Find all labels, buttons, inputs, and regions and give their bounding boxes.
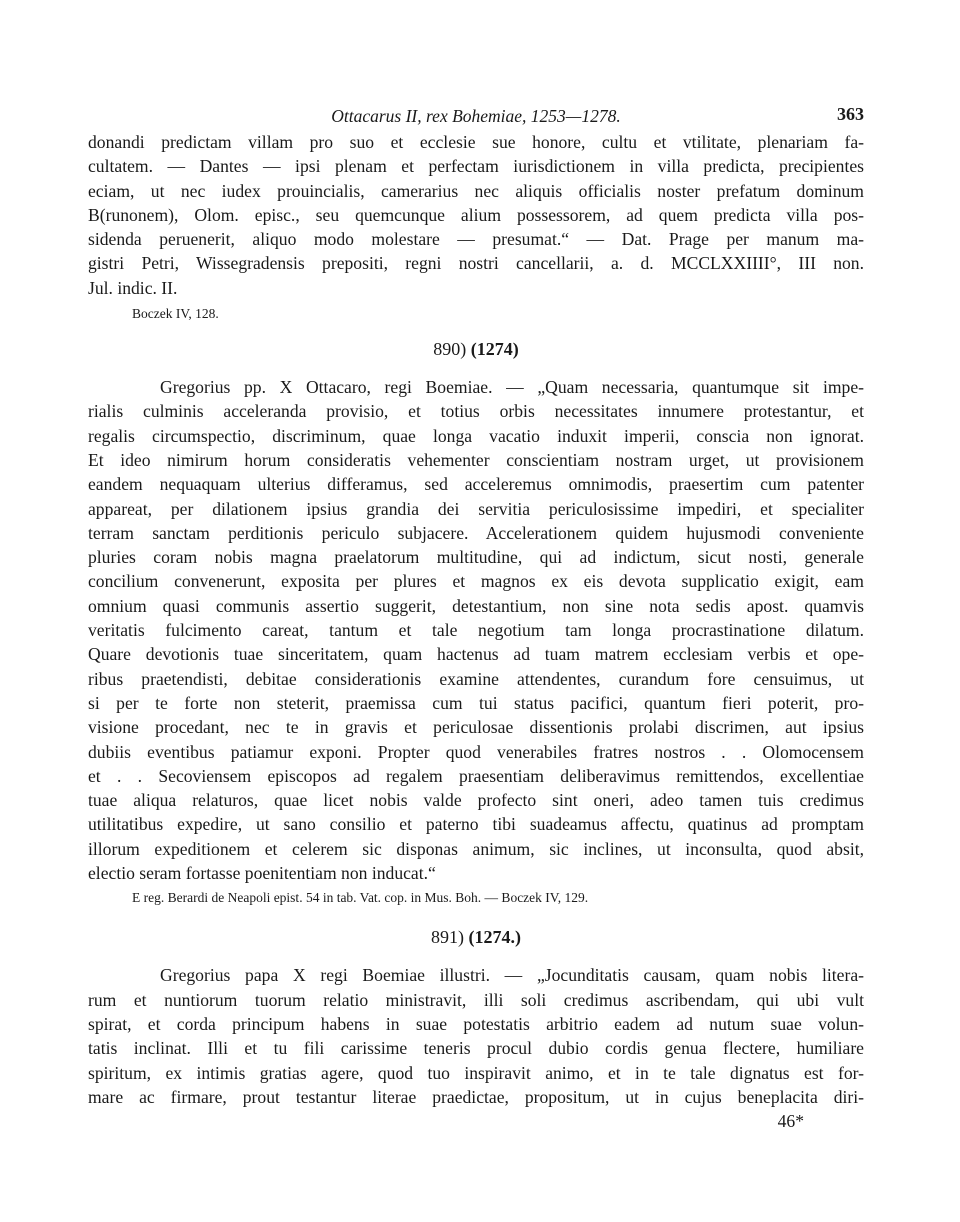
text-line: tuae aliqua relaturos, quae licet nobis valde profecto sint oneri, adeo tamen tuis credimus — [88, 790, 864, 811]
text-line: pluries coram nobis magna praelatorum multitudine, qui ad indictum, sicut nosti, generale — [88, 547, 864, 568]
text-line: donandi predictam villam pro suo et ecclesie sue honore, cultu et vtilitate, plenariam fa- — [88, 132, 864, 152]
text-line: terram sanctam perditionis periculo subjacere. Accelerationem quidem hujusmodi conveniente — [88, 522, 864, 543]
document-890-text — [88, 375, 864, 885]
text-line: Gregorius papa X regi Boemiae illustri. — „Jocunditatis causam, quam nobis litera- — [160, 965, 864, 986]
document-heading-891 — [88, 925, 864, 949]
text-line: ribus praetendisti, debitae considerationis examine attendentes, curandum fore censuimus, ut — [88, 668, 864, 689]
document-year: (1274) — [470, 339, 519, 360]
running-head-title: Ottacarus II, rex Bohemiae, 1253—1278. — [331, 106, 621, 126]
text-line: omnium quasi communis assertio suggerit, detestantium, non sine nota sedis apost. quamvis — [88, 595, 864, 616]
text-line: illorum expeditionem et celerem sic disponas animum, sic inclines, ut inconsulta, quod absit, — [88, 838, 864, 859]
text-line: regalis circumspectio, discriminum, quae longa vacatio induxit imperii, conscia non ignorat. — [88, 425, 864, 446]
source-citation: Boczek IV, 128. — [132, 306, 219, 322]
text-line: Et ideo nimirum horum consideratis vehementer conscientiam nostram urget, ut provisionem — [88, 449, 864, 470]
source-citation: E reg. Berardi de Neapoli epist. 54 in tab. Vat. cop. in Mus. Boh. — Boczek IV, 129. — [132, 890, 589, 906]
running-head — [88, 96, 864, 130]
text-line: B(runonem), Olom. episc., seu quemcunque alium possessorem, ad quem predicta villa pos- — [88, 204, 864, 225]
text-line: eandem nequaquam ulterius differamus, sed acceleremus omnimodis, praesertim cum patenter — [88, 474, 864, 495]
document-number: 890) — [433, 339, 467, 360]
text-line: Quare devotionis tuae sinceritatem, quam hactenus ad tuam matrem ecclesiam verbis et ope- — [88, 644, 864, 665]
text-line: cultatem. — Dantes — ipsi plenam et perfectam iurisdictionem in villa predicta, precipientes — [88, 156, 864, 177]
text-line: rialis culminis acceleranda provisio, et totius orbis necessitates innumere protestantur, et — [88, 401, 864, 422]
text-line: visione procedant, nec te in gravis et periculosae dissentionis prolabi discrimen, aut ipsius — [88, 717, 864, 738]
document-number: 891) — [431, 927, 464, 948]
text-line: Gregorius pp. X Ottacaro, regi Boemiae. — „Quam necessaria, quantumque sit impe- — [160, 377, 864, 398]
text-line: mare ac firmare, prout testantur literae praedictae, propositum, ut in cujus beneplacita diri- — [88, 1086, 864, 1107]
document-heading-890 — [88, 337, 864, 361]
text-line: eciam, ut nec iudex prouincialis, camerarius nec aliquis officialis noster prefatum dominum — [88, 180, 864, 201]
text-line: rum et nuntiorum tuorum relatio ministravit, illi soli credimus ascribendam, qui ubi vult — [88, 989, 864, 1010]
text-line: concilium convenerunt, exposita per plures et magnos ex eis devota supplicatio exigit, eam — [88, 571, 864, 592]
text-line: et . . Secoviensem episcopos ad regalem praesentiam deliberavimus remittendos, excellentiae — [88, 765, 864, 786]
text-line: appareat, per dilationem ipsius grandia dei servitia periculosissime impediri, et specialiter — [88, 498, 864, 519]
continuation-text — [88, 130, 864, 300]
text-line: spirat, et corda principum habens in suae potestatis arbitrio eadem ad nutum suae volun- — [88, 1013, 864, 1034]
text-line: si per te forte non steterit, praemissa cum tui status pacifici, quantum fieri poterit, pro- — [88, 692, 864, 713]
text-line: dubiis eventibus patiamur exponi. Propter quod venerabiles fratres nostros . . Olomocensem — [88, 741, 864, 762]
document-891-text — [88, 963, 864, 1109]
signature-mark: 46* — [777, 1111, 804, 1132]
text-line: gistri Petri, Wissegradensis prepositi, regni nostri cancellarii, a. d. MCCLXXIIII°, III non. — [88, 253, 864, 274]
text-line: tatis inclinat. Illi et tu fili carissime teneris procul dubio cordis genua flectere, humiliare — [88, 1038, 864, 1059]
page-number: 363 — [837, 104, 864, 124]
text-line: sidenda peruenerit, aliquo modo molestare — presumat.“ — Dat. Prage per manum ma- — [88, 229, 864, 250]
text-line: Jul. indic. II. — [88, 277, 178, 298]
text-line: utilitatibus expedire, ut sano consilio et paterno tibi suadeamus affectu, quatinus ad promptam — [88, 814, 864, 835]
document-page — [88, 96, 864, 1133]
document-year: (1274.) — [468, 927, 521, 948]
text-line: electio seram fortasse poenitentiam non inducat.“ — [88, 863, 436, 884]
text-line: veritatis fulcimento careat, tantum et tale negotium tam longa procrastinatione dilatum. — [88, 620, 864, 641]
text-line: spiritum, ex intimis gratias agere, quod tuo inspiravit animo, et in te tale dignatus est for- — [88, 1062, 864, 1083]
